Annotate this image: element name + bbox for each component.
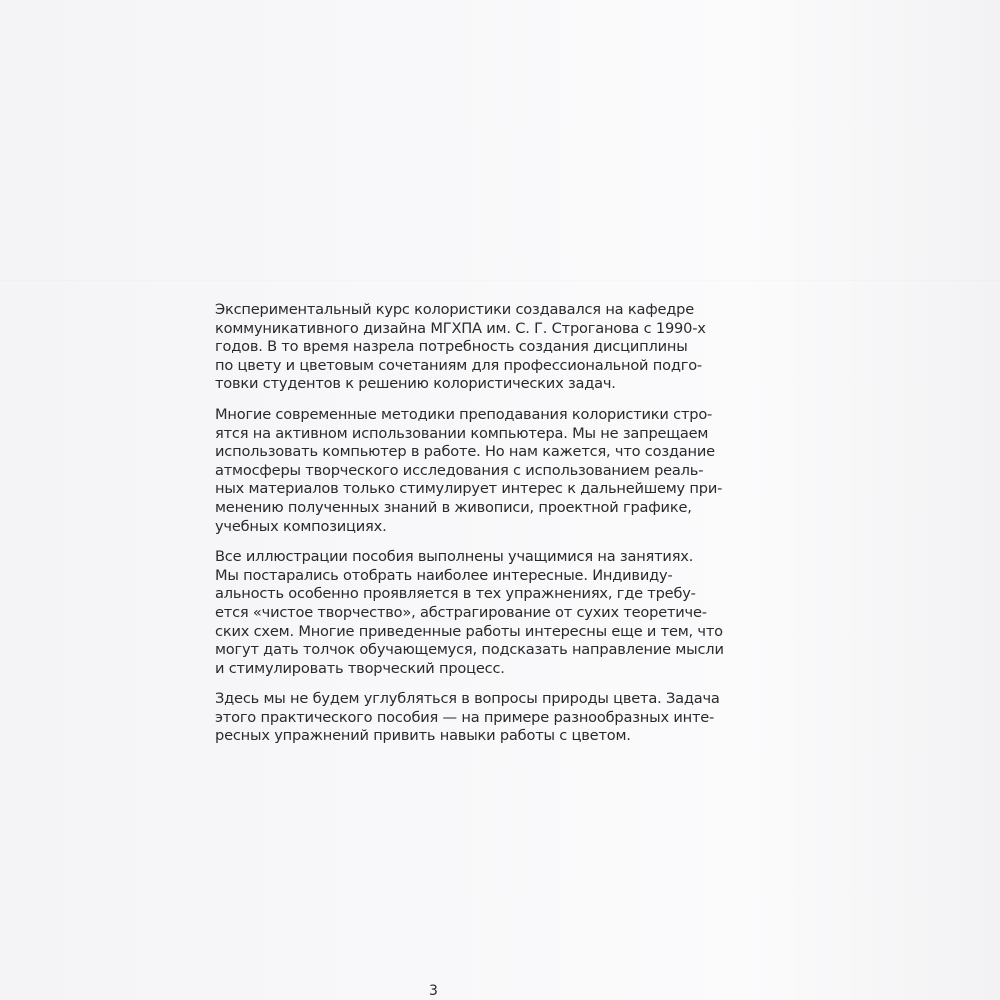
text-line: ятся на активном использовании компьютера. Мы не запрещаем [215, 424, 709, 442]
text-line: могут дать толчок обучающемуся, подсказать направление мысли [215, 641, 724, 659]
body-text [215, 301, 775, 758]
text-line: этого практического пособия — на примере разнообразных инте- [215, 708, 715, 726]
text-line: ресных упражнений привить навыки работы с цветом. [215, 727, 631, 745]
text-line: Экспериментальный курс колористики создавался на кафедре [215, 301, 694, 318]
page-shade [0, 280, 1000, 281]
paragraph-2 [215, 406, 775, 536]
text-line: учебных композициях. [215, 517, 387, 535]
paragraph-3 [215, 548, 775, 678]
text-line: Мы постарались отобрать наиболее интересные. Индивиду- [215, 566, 673, 584]
text-line: ских схем. Многие приведенные работы интересны еще и тем, что [215, 622, 723, 640]
paragraph-4 [215, 690, 775, 746]
text-line: менению полученных знаний в живописи, проектной графике, [215, 498, 692, 516]
text-line: ных материалов только стимулирует интерес к дальнейшему при- [215, 480, 723, 498]
text-line: Многие современные методики преподавания колористики стро- [215, 405, 713, 423]
text-line: Все иллюстрации пособия выполнены учащимися на занятиях. [215, 548, 694, 566]
text-line: Здесь мы не будем углубляться в вопросы природы цвета. Задача [215, 690, 720, 708]
paragraph-1 [215, 301, 775, 394]
text-line: коммуникативного дизайна МГХПА им. С. Г. Строганова с 1990-х [215, 319, 706, 337]
text-line: и стимулировать творческий процесс. [215, 659, 505, 677]
text-line: атмосферы творческого исследования с использованием реаль- [215, 461, 704, 479]
text-line: годов. В то время назрела потребность создания дисциплины [215, 338, 688, 356]
text-line: по цвету и цветовым сочетаниям для профессиональной подго- [215, 356, 703, 374]
text-line: альность особенно проявляется в тех упражнениях, где требу- [215, 585, 696, 603]
text-line: товки студентов к решению колористических задач. [215, 375, 616, 393]
text-line: ется «чистое творчество», абстрагирование от сухих теоретиче- [215, 603, 707, 621]
text-line: использовать компьютер в работе. Но нам кажется, что создание [215, 443, 715, 461]
page-number: 3 [429, 983, 438, 999]
